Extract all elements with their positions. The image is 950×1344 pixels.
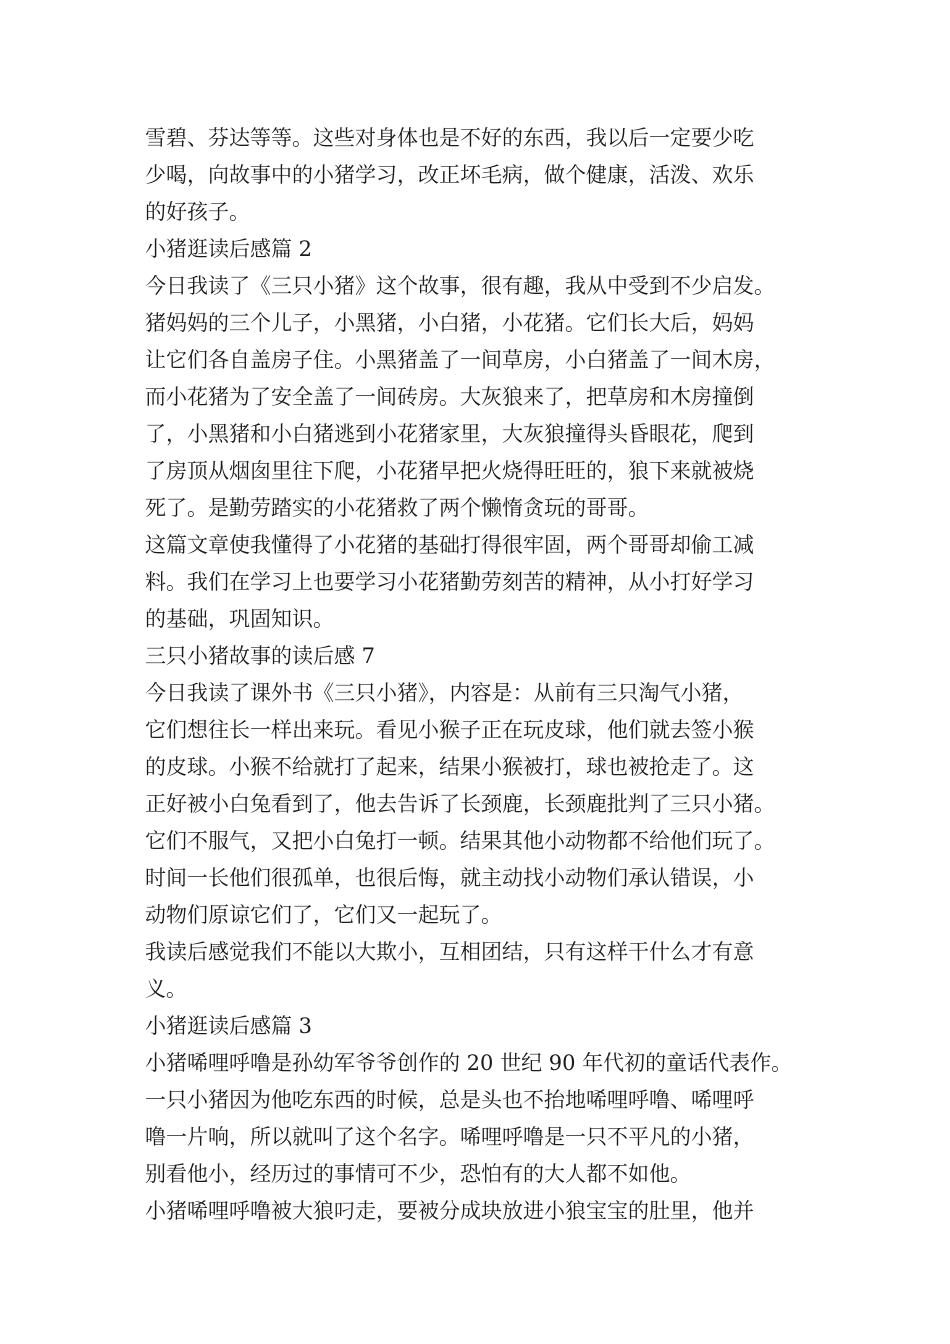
paragraph-intro-tail: 雪碧、芬达等等。这些对身体也是不好的东西，我以后一定要少吃 少喝，向故事中的小猪学习，改正坏毛病，做个健康，活泼、欢乐 的好孩子。: [145, 126, 754, 224]
paragraph-reflection: 我读后感觉我们不能以大欺小，互相团结，只有这样干什么才有意 义。: [145, 940, 754, 1001]
paragraph-xilihulu-story: 小猪唏哩呼噜被大狼叼走，要被分成块放进小狼宝宝的肚里，他并: [145, 1199, 754, 1223]
section-heading-3: 小猪逛读后感篇 3: [145, 1014, 313, 1038]
paragraph-lesson: 这篇文章使我懂得了小花猪的基础打得很牢固，两个哥哥却偷工减 料。我们在学习上也要学习小花猪勤劳刻苦的精神，从小打好学习 的基础，巩固知识。: [145, 533, 754, 631]
section-heading-2: 小猪逛读后感篇 2: [145, 237, 313, 261]
paragraph-book-content: 今日我读了课外书《三只小猪》，内容是：从前有三只淘气小猪， 它们想往长一样出来玩。看见小猴子正在玩皮球，他们就去签小猴 的皮球。小猴不给就打了起来，结果小猴被打，球也被抢走了。这 正好被小白兔看到了，他去告诉了长颈鹿，长颈鹿批判了三只小猪。 它们不服气，又把小白兔打一顿。结果其他小动物都不给他们玩了。 时间一长他们很孤单，也很后悔，就主动找小动物们承认错误，小 动物们原谅它们了，它们又一起玩了。: [145, 681, 775, 927]
section-heading-7: 三只小猪故事的读后感 7: [145, 644, 376, 668]
paragraph-xilihulu-intro: 小猪唏哩呼噜是孙幼军爷爷创作的 20 世纪 90 年代初的童话代表作。 一只小猪因为他吃东西的时候，总是头也不抬地唏哩呼噜、唏哩呼 噜一片响，所以就叫了这个名字。唏哩呼噜是一只不平凡的小猪， 别看他小，经历过的事情可不少，恐怕有的大人都不如他。: [145, 1051, 793, 1186]
document-page: [145, 120, 825, 1230]
paragraph-story-summary: 今日我读了《三只小猪》这个故事，很有趣，我从中受到不少启发。 猪妈妈的三个儿子，小黑猪，小白猪，小花猪。它们长大后，妈妈 让它们各自盖房子住。小黑猪盖了一间草房，小白猪盖了一间木房， 而小花猪为了安全盖了一间砖房。大灰狼来了，把草房和木房撞倒 了，小黑猪和小白猪逃到小花猪家里，大灰狼撞得头昏眼花，爬到 了房顶从烟囱里往下爬，小花猪早把火烧得旺旺的，狼下来就被烧 死了。是勤劳踏实的小花猪救了两个懒惰贪玩的哥哥。: [145, 274, 775, 520]
